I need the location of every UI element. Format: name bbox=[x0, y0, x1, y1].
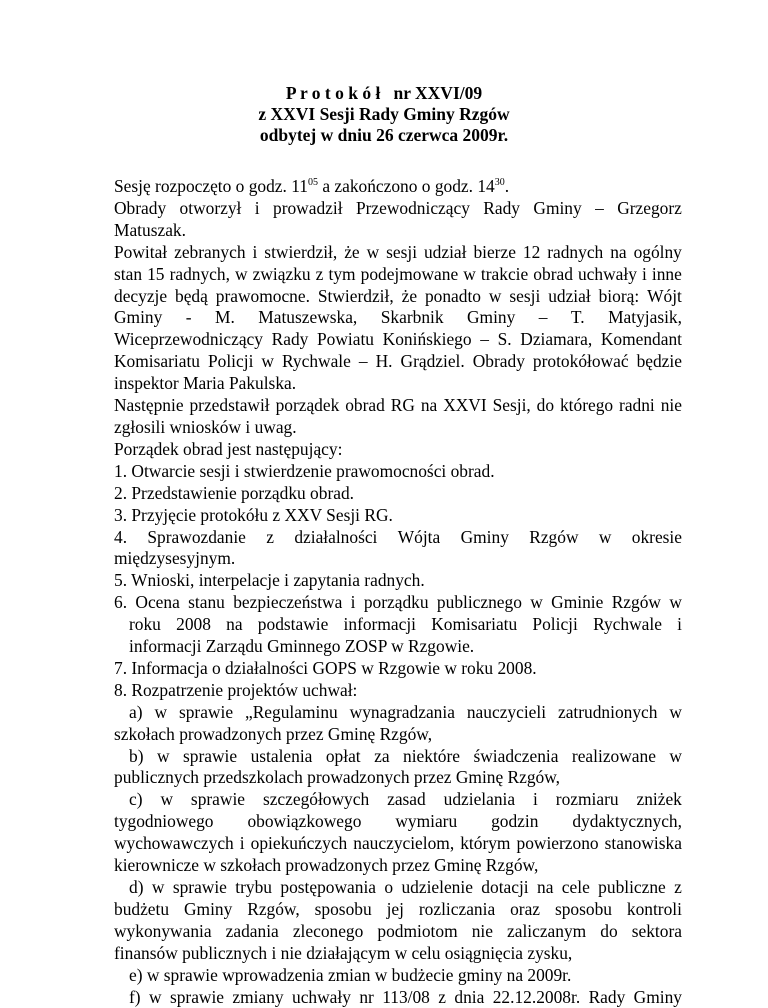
word: wychowawczych bbox=[114, 833, 234, 854]
word: wykonywania bbox=[114, 920, 212, 941]
word: bierze bbox=[473, 241, 516, 262]
word: Gminy bbox=[460, 526, 509, 547]
protocol-header bbox=[0, 83, 768, 146]
text-line: Matuszak. bbox=[114, 219, 186, 240]
word: do bbox=[600, 920, 618, 941]
text-line: inspektor Maria Pakulska. bbox=[114, 373, 297, 394]
word: Przewodniczący bbox=[355, 197, 470, 218]
word: Rady bbox=[271, 329, 309, 350]
word: którym bbox=[460, 833, 511, 854]
text-line: informacji Zarządu Gminnego ZOSP w Rzgowie. bbox=[129, 636, 475, 657]
word: Sprawozdanie bbox=[147, 526, 246, 547]
word: T. bbox=[570, 307, 585, 328]
agenda-item: 3. Przyjęcie protokółu z XXV Sesji RG. bbox=[114, 504, 393, 525]
word: a) bbox=[129, 701, 143, 722]
word: dydaktycznych, bbox=[572, 811, 682, 832]
word: w bbox=[151, 877, 165, 897]
word: realizowane bbox=[571, 745, 656, 766]
word: podmiotom bbox=[377, 920, 458, 941]
word: – bbox=[538, 307, 548, 328]
word: Rychwale bbox=[282, 351, 351, 372]
word: biorą: bbox=[598, 285, 640, 306]
word: Konińskiego bbox=[382, 329, 472, 350]
word: w bbox=[669, 701, 682, 722]
word: bezpieczeństwa bbox=[233, 592, 343, 613]
word: Rzgów bbox=[611, 592, 661, 613]
text-line bbox=[114, 242, 682, 264]
word: w bbox=[261, 351, 274, 372]
word: Komisariatu bbox=[114, 351, 200, 372]
word: rozliczania bbox=[418, 898, 496, 919]
word: Ocena bbox=[135, 592, 180, 613]
word: sesji bbox=[386, 241, 418, 262]
word: na bbox=[420, 395, 438, 416]
word: 113/08 bbox=[382, 986, 430, 1007]
word: że bbox=[401, 285, 418, 306]
word: Gminy bbox=[183, 898, 233, 919]
text-line bbox=[114, 351, 682, 373]
word: - bbox=[185, 307, 192, 328]
resolution-item bbox=[114, 702, 682, 724]
word: budżetu bbox=[114, 898, 170, 919]
text-line: kierownicze w szkołach prowadzonych przez Gminę Rzgów, bbox=[114, 855, 539, 876]
word: że bbox=[344, 241, 360, 262]
word: udzielenie bbox=[401, 877, 473, 897]
word: trakcie bbox=[480, 263, 529, 284]
word: i bbox=[350, 592, 356, 613]
word: stan bbox=[114, 263, 143, 284]
word: którego bbox=[559, 395, 614, 416]
word: do bbox=[536, 395, 555, 416]
word: Skarbnik bbox=[380, 307, 444, 328]
word: na bbox=[537, 877, 554, 897]
word: zniżek bbox=[636, 789, 682, 810]
word: na bbox=[610, 241, 627, 262]
word: S. bbox=[497, 329, 512, 350]
resolution-item bbox=[114, 987, 682, 1008]
word: nauczycielom, bbox=[353, 833, 455, 854]
word: wynagradzania bbox=[349, 701, 455, 722]
word: będzie bbox=[636, 351, 682, 372]
word: przedstawił bbox=[189, 395, 270, 416]
word: b) bbox=[129, 745, 144, 766]
word: radnych bbox=[547, 241, 604, 262]
word: udzielania bbox=[443, 789, 516, 810]
word: związku bbox=[252, 263, 311, 284]
agenda-item: 8. Rozpatrzenie projektów uchwał: bbox=[114, 679, 358, 700]
word: 15 bbox=[147, 263, 165, 284]
word: w bbox=[154, 701, 168, 722]
word: 2008 bbox=[176, 614, 211, 635]
text-line bbox=[114, 329, 682, 351]
word: inne bbox=[651, 263, 682, 284]
word: Dziamara, bbox=[520, 329, 593, 350]
word: w bbox=[530, 592, 543, 613]
word: M. bbox=[215, 307, 235, 328]
word: prowadził bbox=[273, 197, 343, 218]
text-line bbox=[114, 286, 682, 308]
word: nauczycieli bbox=[466, 701, 547, 722]
word: porządek bbox=[275, 395, 340, 416]
word: – bbox=[595, 197, 604, 218]
word: sektora bbox=[631, 920, 682, 941]
word: ustalenia bbox=[250, 745, 313, 766]
word: ogólny bbox=[633, 241, 682, 262]
word: Rychwale bbox=[593, 614, 662, 635]
resolution-item bbox=[114, 746, 682, 768]
opening-line: Sesję rozpoczęto o godz. $11^{05}$ a zakończono o godz. $14^{30}$. bbox=[114, 176, 510, 196]
text-line bbox=[114, 395, 682, 417]
word: i bbox=[641, 263, 647, 284]
word: postępowania bbox=[280, 877, 376, 897]
word: Wiceprzewodniczący bbox=[114, 329, 263, 350]
word: w bbox=[488, 285, 502, 306]
protocol-title-word: P r o t o k ó ł bbox=[285, 83, 381, 103]
word: stwierdził, bbox=[264, 241, 338, 262]
text-line bbox=[114, 614, 682, 636]
word: 22.12.2008r. bbox=[492, 986, 581, 1007]
word: Rady bbox=[588, 986, 626, 1007]
word: Wójt bbox=[647, 285, 682, 306]
word: sposobu bbox=[554, 898, 612, 919]
session-date: odbytej w dniu 26 czerwca 2009r. bbox=[259, 125, 509, 145]
word: Komendant bbox=[600, 329, 682, 350]
word: okresie bbox=[631, 526, 682, 547]
word: publicznego bbox=[436, 592, 522, 613]
word: Policji bbox=[207, 351, 254, 372]
word: uchwały bbox=[577, 263, 637, 284]
word: i bbox=[677, 614, 682, 635]
text-line: międzysesyjnym. bbox=[114, 548, 236, 569]
word: w bbox=[235, 263, 248, 284]
word: jej bbox=[386, 898, 404, 919]
word: publiczne bbox=[598, 877, 666, 897]
word: o bbox=[384, 877, 394, 897]
word: za bbox=[374, 745, 390, 766]
word: tygodniowego bbox=[114, 811, 214, 832]
word: protokółować bbox=[532, 351, 629, 372]
word: Sesji, bbox=[492, 395, 531, 416]
word: zebranych bbox=[174, 241, 246, 262]
word: Matuszewska, bbox=[258, 307, 358, 328]
word: szczegółowych bbox=[262, 789, 370, 810]
word: udział bbox=[423, 241, 467, 262]
word: Grądziel. bbox=[400, 351, 465, 372]
word: Matyjasik, bbox=[608, 307, 682, 328]
protocol-title bbox=[0, 83, 768, 104]
word: sposobu bbox=[314, 898, 372, 919]
word: z bbox=[438, 986, 446, 1007]
word: w bbox=[669, 592, 682, 613]
word: na bbox=[226, 614, 243, 635]
word: 12 bbox=[522, 241, 541, 262]
word: sprawie bbox=[172, 877, 227, 897]
word: Rady bbox=[483, 197, 520, 218]
session-title: z XXVI Sesji Rady Gminy Rzgów bbox=[258, 104, 510, 124]
word: Grzegorz bbox=[617, 197, 682, 218]
word: obrad bbox=[533, 263, 573, 284]
word: 6. bbox=[114, 592, 128, 613]
word: Gminy bbox=[633, 986, 682, 1007]
word: i bbox=[533, 789, 538, 810]
word: Wójta bbox=[397, 526, 441, 547]
word: będą bbox=[175, 285, 208, 306]
word: zleconego bbox=[292, 920, 364, 941]
word: prawomocne. bbox=[215, 285, 310, 306]
word: uchwały bbox=[292, 986, 351, 1007]
word: Rzgów bbox=[529, 526, 579, 547]
word: nr bbox=[359, 986, 374, 1007]
text-line bbox=[114, 921, 682, 943]
word: działalności bbox=[294, 526, 378, 547]
text-line: szkołach prowadzonych przez Gminę Rzgów, bbox=[114, 723, 433, 744]
word: – bbox=[358, 351, 368, 372]
word: dotacji bbox=[481, 877, 529, 897]
word: radnych, bbox=[169, 263, 230, 284]
word: Następnie bbox=[114, 395, 184, 416]
word: Powitał bbox=[114, 241, 168, 262]
text-line bbox=[114, 899, 682, 921]
word: zmiany bbox=[232, 986, 284, 1007]
word: Rzgów, bbox=[247, 898, 300, 919]
agenda-item bbox=[114, 527, 682, 549]
word: „Regulaminu bbox=[244, 701, 338, 722]
word: 4. bbox=[114, 526, 128, 547]
text-line: zgłosili wniosków i uwag. bbox=[114, 416, 297, 437]
word: sprawie bbox=[190, 789, 246, 810]
agenda-heading: Porządek obrad jest następujący: bbox=[114, 438, 343, 459]
word: niektóre bbox=[403, 745, 460, 766]
word: Gminy bbox=[467, 307, 516, 328]
word: sprawie bbox=[169, 986, 225, 1007]
word: z bbox=[315, 263, 324, 284]
word: w bbox=[160, 789, 173, 810]
word: zaliczanym bbox=[507, 920, 587, 941]
text-line bbox=[114, 264, 682, 286]
protocol-number: nr XXVI/09 bbox=[393, 83, 483, 103]
agenda-item: 1. Otwarcie sesji i stwierdzenie prawomocności obrad. bbox=[114, 460, 495, 481]
word: Obrady bbox=[472, 351, 525, 372]
word: godzin bbox=[491, 811, 539, 832]
word: trybu bbox=[235, 877, 272, 897]
word: stanowiska bbox=[604, 833, 682, 854]
word: i bbox=[254, 197, 260, 218]
word: nie bbox=[660, 395, 682, 416]
word: w bbox=[598, 526, 612, 547]
word: z bbox=[674, 877, 682, 897]
word: – bbox=[480, 329, 489, 350]
agenda-item: 7. Informacja o działalności GOPS w Rzgowie w roku 2008. bbox=[114, 657, 537, 678]
word: sprawie bbox=[183, 745, 238, 766]
word: i bbox=[252, 241, 258, 262]
word: informacji bbox=[343, 614, 416, 635]
word: świadczenia bbox=[473, 745, 559, 766]
resolution-item bbox=[114, 789, 682, 811]
word: obowiązkowego bbox=[247, 811, 362, 832]
resolution-item: e) w sprawie wprowadzenia zmian w budżecie gminy na 2009r. bbox=[129, 964, 572, 985]
word: wymiaru bbox=[395, 811, 458, 832]
protocol-body bbox=[114, 176, 682, 1008]
word: Obrady bbox=[114, 197, 167, 218]
word: Komisariatu bbox=[431, 614, 518, 635]
word: c) bbox=[129, 789, 143, 810]
text-line bbox=[114, 307, 682, 329]
word: kontroli bbox=[626, 898, 682, 919]
word: radni bbox=[619, 395, 655, 416]
word: obrad bbox=[345, 395, 385, 416]
word: roku bbox=[129, 614, 161, 635]
word: w bbox=[156, 745, 170, 766]
word: Gminy bbox=[533, 197, 582, 218]
word: oraz bbox=[510, 898, 541, 919]
text-line bbox=[114, 811, 682, 833]
word: XXVI bbox=[443, 395, 487, 416]
text-line bbox=[114, 198, 682, 220]
word: i bbox=[239, 833, 245, 854]
word: podejmowane bbox=[360, 263, 459, 284]
word: powierzono bbox=[516, 833, 599, 854]
word: nie bbox=[471, 920, 493, 941]
word: Stwierdził, bbox=[317, 285, 394, 306]
word: otworzył bbox=[179, 197, 242, 218]
word: z bbox=[266, 526, 274, 547]
text-line bbox=[114, 833, 682, 855]
word: f) bbox=[129, 986, 141, 1007]
word: decyzje bbox=[114, 285, 168, 306]
word: rozmiaru bbox=[555, 789, 619, 810]
agenda-item: 2. Przedstawienie porządku obrad. bbox=[114, 482, 355, 503]
word: RG bbox=[390, 395, 415, 416]
text-line: publicznych przedszkolach prowadzonych przez Gminę Rzgów, bbox=[114, 767, 561, 788]
word: Gminy bbox=[114, 307, 163, 328]
word: porządku bbox=[363, 592, 429, 613]
word: ponadto bbox=[424, 285, 481, 306]
text-line: finansów publicznych i nie działającym w celu osiągnięcia zysku, bbox=[114, 942, 573, 963]
word: tym bbox=[328, 263, 356, 284]
resolution-item bbox=[114, 877, 682, 899]
word: d) bbox=[129, 877, 144, 897]
word: Policji bbox=[532, 614, 578, 635]
word: udział bbox=[548, 285, 591, 306]
word: w bbox=[463, 263, 476, 284]
word: dnia bbox=[454, 986, 485, 1007]
word: sprawie bbox=[178, 701, 234, 722]
word: zadania bbox=[225, 920, 279, 941]
word: zasad bbox=[387, 789, 426, 810]
word: H. bbox=[375, 351, 393, 372]
agenda-item: 5. Wnioski, interpelacje i zapytania radnych. bbox=[114, 570, 425, 591]
word: Gminie bbox=[551, 592, 604, 613]
word: w bbox=[366, 241, 380, 262]
word: stanu bbox=[188, 592, 225, 613]
word: podstawie bbox=[257, 614, 329, 635]
word: cele bbox=[561, 877, 590, 897]
word: w bbox=[669, 745, 682, 766]
word: opłat bbox=[325, 745, 361, 766]
word: w bbox=[148, 986, 162, 1007]
word: zatrudnionych bbox=[557, 701, 658, 722]
word: sesji bbox=[509, 285, 541, 306]
word: Powiatu bbox=[317, 329, 375, 350]
agenda-item bbox=[114, 592, 682, 614]
word: opiekuńczych bbox=[250, 833, 348, 854]
